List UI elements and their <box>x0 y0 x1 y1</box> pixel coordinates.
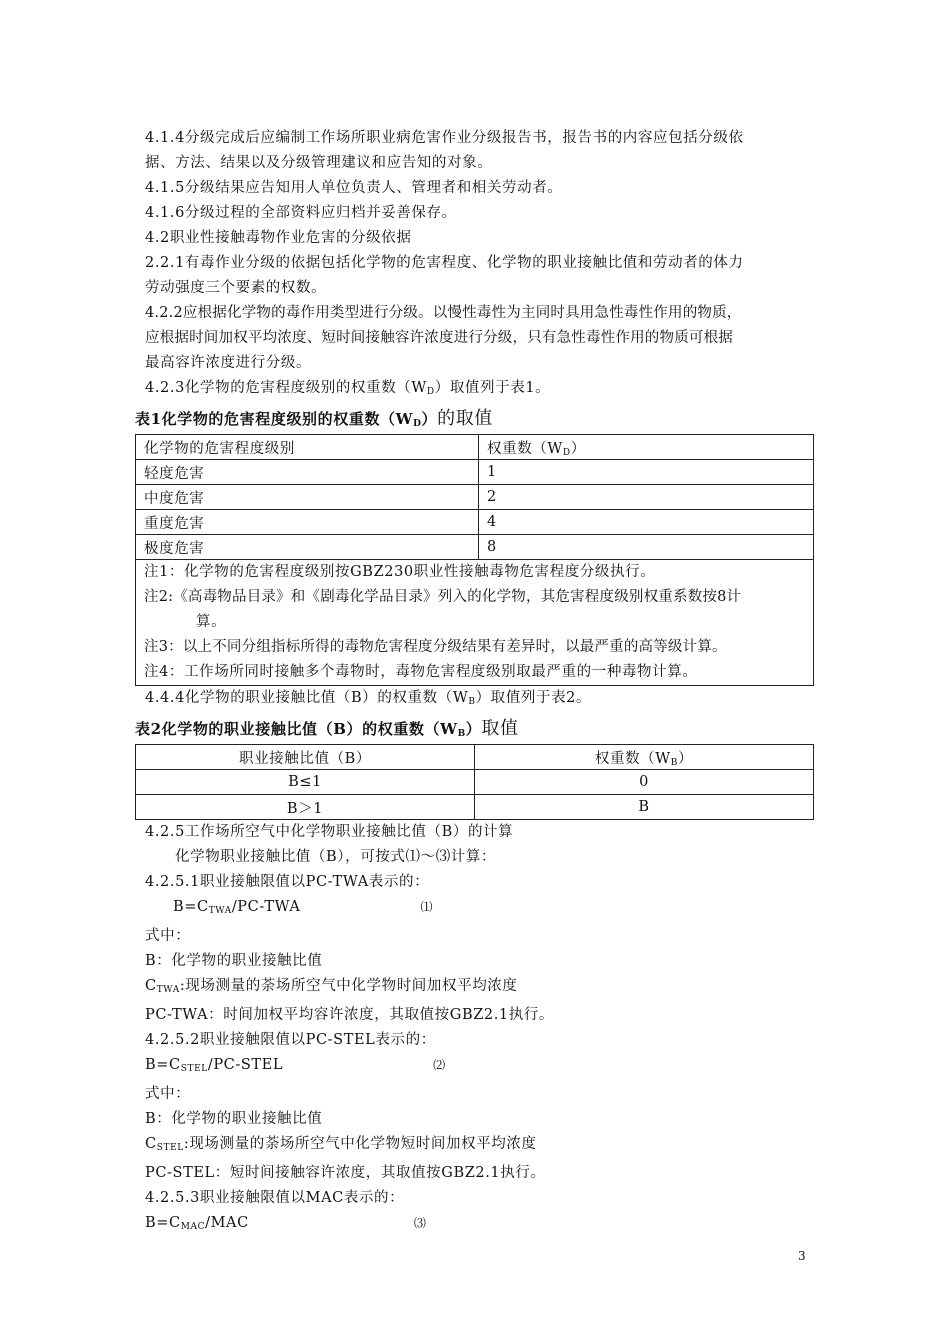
equation-2: $B=C_{STEL}/PC$-STEL ⑵ <box>145 1053 820 1082</box>
para-4-2-5-2: 4.2.5.2职业接触限值以PC-STEL表示的： <box>145 1032 436 1048</box>
table2-ratio-weights <box>135 744 814 820</box>
table1-caption: 表1化学物的危害程度级别的权重数$(W_D)$的取值 <box>135 408 493 429</box>
equation-1: $B=C_{TWA}/PC$-TWA ⑴ <box>145 895 820 924</box>
table-cell: 2 <box>479 485 814 510</box>
para-4-2-5: 4.2.5工作场所空气中化学物职业接触比值（B）的计算 <box>145 824 514 840</box>
pctwa-definition: PC-TWA：时间加权平均容许浓度，其取值按GBZ2.1执行。 <box>145 1007 555 1023</box>
page-number: 3 <box>798 1249 806 1263</box>
table2-caption: 表2化学物的职业接触比值（B）的权重数$(W_B)$取值 <box>135 718 519 739</box>
para-4-1-4-line2: 据、方法、结果以及分级管理建议和应告知的对象。 <box>145 155 493 171</box>
table-header-row <box>136 745 814 770</box>
para-4-1-6: 4.1.6分级过程的全部资料应归档并妥善保存。 <box>145 205 457 221</box>
para-4-1-5: 4.1.5分级结果应告知用人单位负责人、管理者和相关劳动者。 <box>145 180 563 196</box>
table-cell: B＞1 <box>136 795 475 820</box>
table-row <box>136 485 814 510</box>
table-note-2-line1: 注2:《高毒物品目录》和《剧毒化学品目录》列入的化学物，其危害程度级别权重系数按8计 <box>144 589 742 605</box>
table-row <box>136 535 814 560</box>
table-note-4: 注4：工作场所同时接触多个毒物时，毒物危害程度级别取最严重的一种毒物计算。 <box>144 664 698 680</box>
table-row <box>136 460 814 485</box>
heading-4-2: 4.2职业性接触毒物作业危害的分级依据 <box>145 230 412 246</box>
table-note-1: 注1：化学物的危害程度级别按GBZ230职业性接触毒物危害程度分级执行。 <box>144 564 656 580</box>
para-2-2-1-line2: 劳动强度三个要素的权数。 <box>145 280 327 296</box>
table-cell: 中度危害 <box>136 485 479 510</box>
para-4-2-2-line3: 最高容许浓度进行分级。 <box>145 355 312 371</box>
table-cell: 1 <box>479 460 814 485</box>
table-row <box>136 770 814 795</box>
para-2-2-1-line1: 2.2.1有毒作业分级的依据包括化学物的危害程度、化学物的职业接触比值和劳动者的体力 <box>145 255 744 271</box>
table-cell: 8 <box>479 535 814 560</box>
table-notes-row <box>136 560 814 686</box>
table-cell: B <box>475 795 814 820</box>
cstel-definition: $C_{STEL}$:现场测量的荼场所空气中化学物短时间加权平均浓度 <box>145 1136 537 1153</box>
para-4-2-5-3: 4.2.5.3职业接触限值以MAC表示的： <box>145 1190 405 1206</box>
table-row <box>136 795 814 820</box>
table-note-3: 注3：以上不同分组指标所得的毒物危害程度分级结果有差异时，以最严重的高等级计算。 <box>144 639 727 655</box>
equation-1-number: ⑴ <box>420 900 434 914</box>
equation-2-number: ⑵ <box>433 1058 446 1072</box>
table-note-2-line2: 算。 <box>196 614 227 630</box>
table-cell: 轻度危害 <box>136 460 479 485</box>
table-cell: 极度危害 <box>136 535 479 560</box>
table-cell: 4 <box>479 510 814 535</box>
para-4-2-2-line2: 应根据时间加权平均浓度、短时间接触容许浓度进行分级，只有急性毒性作用的物质可根据 <box>145 330 733 346</box>
table-row <box>136 510 814 535</box>
table-header-cell: 化学物的危害程度级别 <box>136 435 479 460</box>
para-4-2-5-intro: 化学物职业接触比值（B），可按式⑴～⑶计算： <box>175 849 497 865</box>
where-label-2: 式中： <box>145 1086 191 1102</box>
table-notes-cell <box>136 560 814 686</box>
para-4-2-2-line1: 4.2.2应根据化学物的毒作用类型进行分级。以慢性毒性为主同时具用急性毒性作用的物质， <box>145 305 742 321</box>
equation-3-number: ⑶ <box>413 1216 427 1230</box>
table-cell: B≤1 <box>136 770 475 795</box>
where-label-1: 式中： <box>145 928 191 944</box>
equation-3: $B=C_{MAC}$/MAC ⑶ <box>145 1211 820 1240</box>
para-4-2-5-1: 4.2.5.1职业接触限值以PC-TWA表示的： <box>145 874 430 890</box>
ctwa-definition: $C_{TWA}$:现场测量的荼场所空气中化学物时间加权平均浓度 <box>145 978 518 995</box>
para-4-1-4-line1: 4.1.4分级完成后应编制工作场所职业病危害作业分级报告书，报告书的内容应包括分级依 <box>145 130 744 146</box>
b-definition-2: B：化学物的职业接触比值 <box>145 1111 323 1127</box>
table-header-cell: 权重数$(W_D)$ <box>479 435 814 460</box>
table-cell: 0 <box>475 770 814 795</box>
pcstel-definition: PC-STEL：短时间接触容许浓度，其取值按GBZ2.1执行。 <box>145 1165 546 1181</box>
table-header-cell: 职业接触比值（B） <box>136 745 475 770</box>
table-header-row <box>136 435 814 460</box>
para-4-4-4: 4.4.4化学物的职业接触比值（B）的权重数$(W_B)$取值列于表2。 <box>145 690 592 707</box>
table-cell: 重度危害 <box>136 510 479 535</box>
table-header-cell: 权重数$(W_B)$ <box>475 745 814 770</box>
b-definition-1: B：化学物的职业接触比值 <box>145 953 323 969</box>
page-content <box>135 126 820 1240</box>
table1-hazard-weights <box>135 434 814 686</box>
para-4-2-3: 4.2.3化学物的危害程度级别的权重数$(W_D)$取值列于表1。 <box>145 380 551 397</box>
